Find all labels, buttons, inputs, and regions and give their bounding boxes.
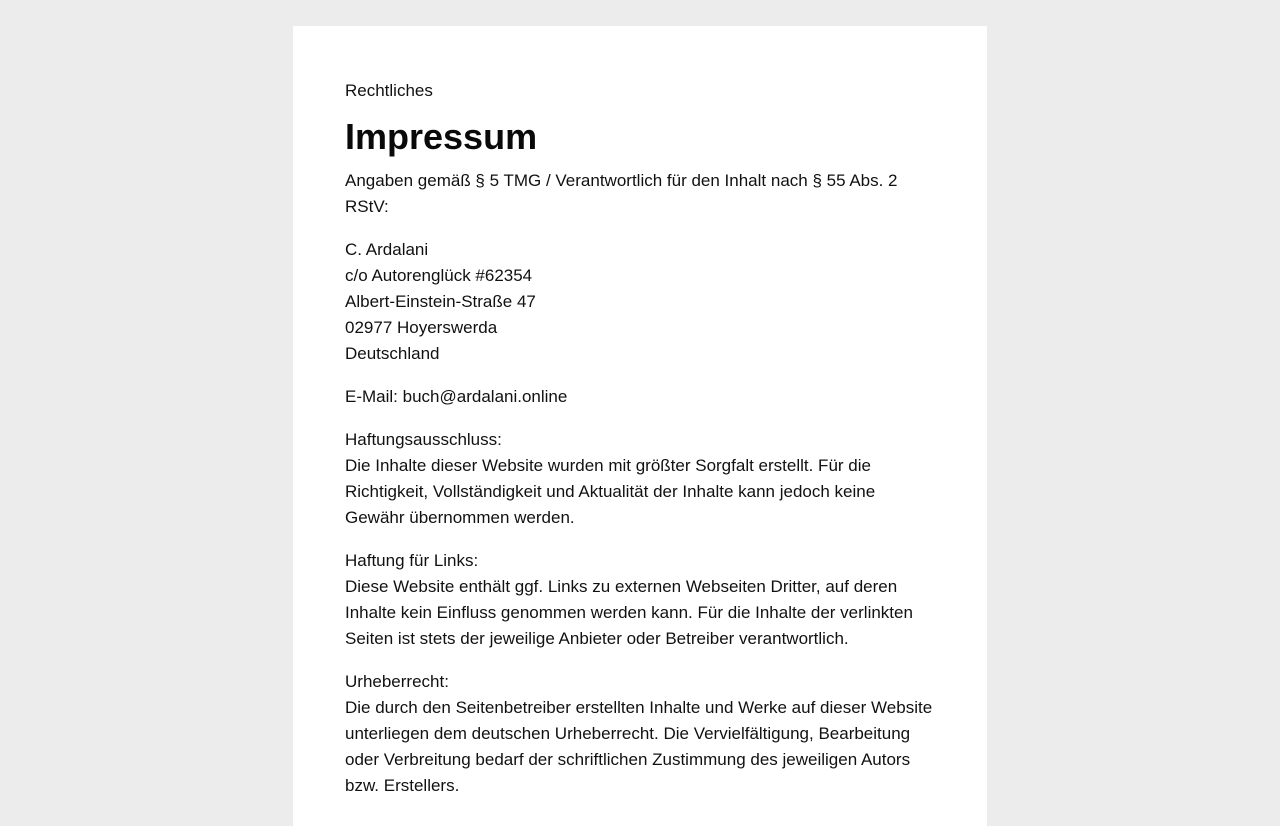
page-title: Impressum	[345, 116, 538, 157]
copyright-text: Die durch den Seitenbetreiber erstellten Inhalte und Werke auf dieser Website unterliegen dem deutschen Urheberrecht. Die Vervielfältigung, Bearbeitung oder Verbreitung bedarf der schriftlichen Zustimmung des jeweiligen Autors bzw. Erstellers.	[345, 698, 933, 795]
address-city: 02977 Hoyerswerda	[345, 318, 498, 337]
address-street: Albert-Einstein-Straße 47	[345, 292, 536, 311]
address-country: Deutschland	[345, 344, 440, 363]
copyright-block	[345, 669, 935, 799]
disclaimer-heading: Haftungsausschluss:	[345, 430, 502, 449]
intro-text: Angaben gemäß § 5 TMG / Verantwortlich für den Inhalt nach § 55 Abs. 2 RStV:	[345, 171, 898, 216]
links-liability-heading: Haftung für Links:	[345, 551, 479, 570]
address-block	[345, 237, 935, 367]
section-label: Rechtliches	[345, 81, 433, 100]
disclaimer-text: Die Inhalte dieser Website wurden mit größter Sorgfalt erstellt. Für die Richtigkeit, Vollständigkeit und Aktualität der Inhalte kann jedoch keine Gewähr übernommen werden.	[345, 456, 876, 527]
address-co: c/o Autorenglück #62354	[345, 266, 533, 285]
email-label: E-Mail:	[345, 387, 398, 406]
contact-block	[345, 384, 935, 410]
disclaimer-block	[345, 427, 935, 531]
email-link[interactable]: buch@ardalani.online	[402, 387, 568, 406]
links-liability-block	[345, 548, 935, 652]
impressum-card	[293, 26, 987, 826]
links-liability-text: Diese Website enthält ggf. Links zu externen Webseiten Dritter, auf deren Inhalte kein Einfluss genommen werden kann. Für die Inhalte der verlinkten Seiten ist stets der jeweilige Anbieter oder Betreiber verantwortlich.	[345, 577, 913, 648]
address-name: C. Ardalani	[345, 240, 429, 259]
copyright-heading: Urheberrecht:	[345, 672, 449, 691]
